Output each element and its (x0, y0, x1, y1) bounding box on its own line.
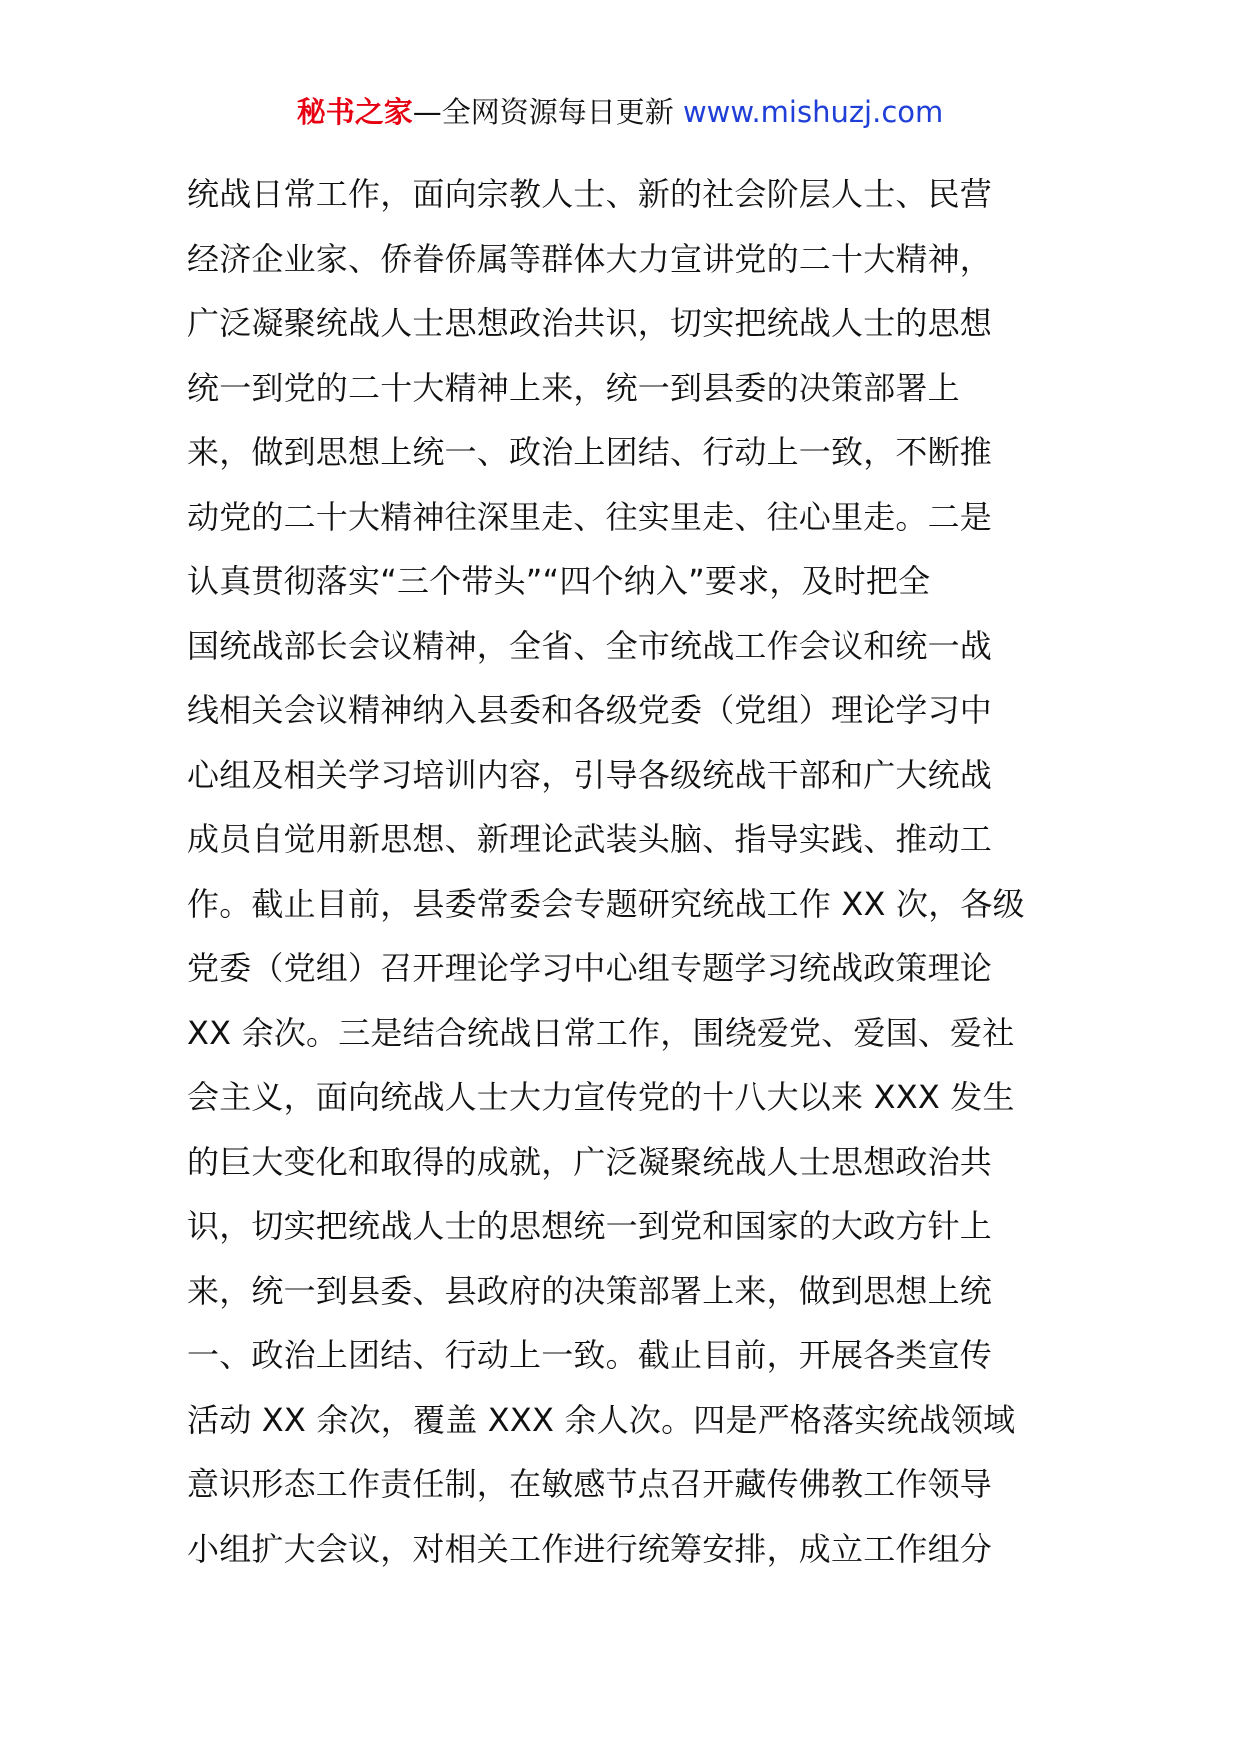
text-line: 活动 XX 余次，覆盖 XXX 余人次。四是严格落实统战领域 (187, 1400, 1016, 1439)
text-line: 国统战部长会议精神，全省、全市统战工作会议和统一战 (187, 626, 993, 665)
text-line: 广泛凝聚统战人士思想政治共识，切实把统战人士的思想 (187, 304, 993, 342)
text-line: 一、政治上团结、行动上一致。截止目前，开展各类宣传 (187, 1336, 993, 1374)
text-line: 统一到党的二十大精神上来，统一到县委的决策部署上 (187, 368, 960, 407)
text-line: 统战日常工作，面向宗教人士、新的社会阶层人士、民营 (187, 175, 993, 213)
text-line: 动党的二十大精神往深里走、往实里走、往心里走。二是 (187, 497, 993, 536)
text-line: 成员自觉用新思想、新理论武装头脑、指导实践、推动工 (187, 820, 993, 858)
text-line: 来，统一到县委、县政府的决策部署上来，做到思想上统 (187, 1271, 993, 1310)
site-tagline: —全网资源每日更新 (412, 95, 674, 129)
text-line: 意识形态工作责任制，在敏感节点召开藏传佛教工作领导 (187, 1465, 993, 1503)
page-header (0, 92, 1240, 132)
site-brand: 秘书之家 (296, 95, 413, 129)
text-line: XX 余次。三是结合统战日常工作，围绕爱党、爱国、爱社 (187, 1013, 1015, 1052)
site-url-link[interactable]: www.mishuzj.com (682, 95, 944, 129)
text-line: 来，做到思想上统一、政治上团结、行动上一致，不断推 (187, 433, 993, 471)
text-line: 党委（党组）召开理论学习中心组专题学习统战政策理论 (187, 949, 993, 987)
text-line: 经济企业家、侨眷侨属等群体大力宣讲党的二十大精神， (187, 239, 993, 278)
document-body (187, 162, 1057, 1581)
text-line: 认真贯彻落实“三个带头”“四个纳入”要求，及时把全 (187, 562, 931, 600)
text-line: 会主义，面向统战人士大力宣传党的十八大以来 XXX 发生 (187, 1078, 1015, 1116)
text-line: 心组及相关学习培训内容，引导各级统战干部和广大统战 (187, 755, 993, 794)
text-line: 作。截止目前，县委常委会专题研究统战工作 XX 次，各级 (187, 884, 1025, 923)
text-line: 识，切实把统战人士的思想统一到党和国家的大政方针上 (187, 1207, 993, 1245)
text-line: 线相关会议精神纳入县委和各级党委（党组）理论学习中 (187, 691, 993, 729)
text-line: 小组扩大会议，对相关工作进行统筹安排，成立工作组分 (187, 1529, 993, 1568)
text-line: 的巨大变化和取得的成就，广泛凝聚统战人士思想政治共 (187, 1142, 993, 1181)
